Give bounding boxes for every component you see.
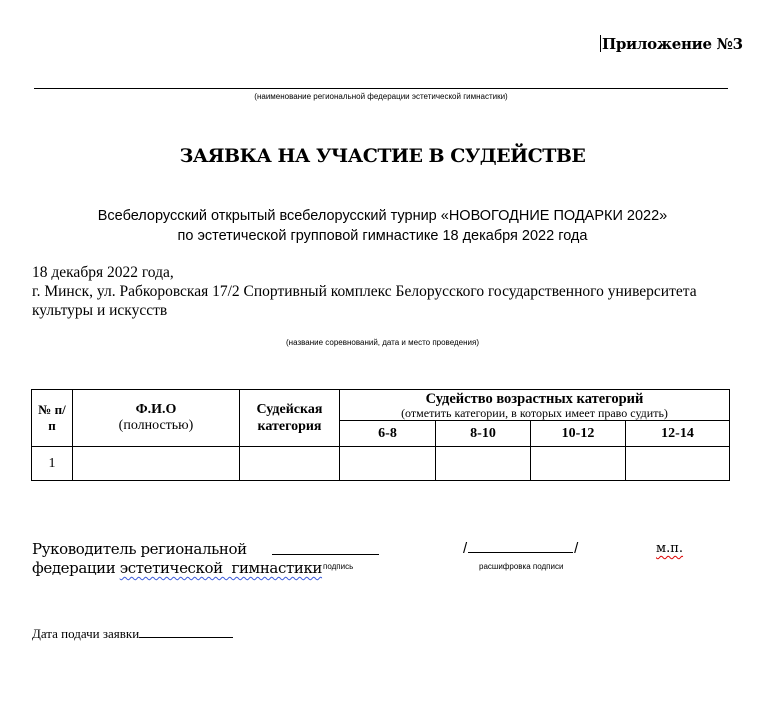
header-age-8-10: 8-10: [436, 421, 531, 447]
federation-caption: (наименование региональной федерации эстетической гимнастики): [254, 92, 508, 101]
header-age-10-12: 10-12: [531, 421, 626, 447]
event-name: [0, 206, 765, 246]
cell-name[interactable]: [73, 447, 240, 481]
signatory-role: Руководитель региональной федерации эстетической гимнастики: [32, 540, 323, 577]
federation-name-line[interactable]: [34, 88, 728, 89]
event-date: 18 декабря 2022 года,: [32, 264, 174, 281]
signature-decode-caption: расшифровка подписи: [479, 562, 564, 571]
appendix-label: Приложение №3: [602, 35, 743, 53]
signature-caption: подпись: [323, 562, 354, 571]
judges-table: [31, 389, 730, 481]
event-venue: г. Минск, ул. Рабкоровская 17/2 Спортивный комплекс Белорусского государственного университета культуры и искусств: [32, 283, 697, 319]
cell-num: 1: [32, 447, 73, 481]
document-title: ЗАЯВКА НА УЧАСТИЕ В СУДЕЙСТВЕ: [179, 145, 586, 167]
competition-caption: (название соревнований, дата и место проведения): [286, 338, 479, 347]
cell-age-6-8[interactable]: [340, 447, 436, 481]
cell-age-10-12[interactable]: [531, 447, 626, 481]
cell-category[interactable]: [240, 447, 340, 481]
grammar-flag: эстетической гимнастики: [119, 559, 323, 577]
header-category: Судейская категория: [240, 390, 340, 447]
signature-line[interactable]: [272, 554, 379, 555]
text-cursor: [600, 35, 601, 52]
header-num: № п/п: [32, 390, 73, 447]
header-age-group: Судейство возрастных категорий (отметить категории, в которых имеет право судить): [340, 390, 730, 421]
signature-decode-line[interactable]: / /: [463, 540, 579, 557]
table-row: [32, 447, 730, 481]
header-age-12-14: 12-14: [626, 421, 730, 447]
header-age-6-8: 6-8: [340, 421, 436, 447]
submission-date-line[interactable]: [139, 625, 233, 638]
cell-age-12-14[interactable]: [626, 447, 730, 481]
event-line-2: по эстетической групповой гимнастике 18 декабря 2022 года: [177, 228, 588, 244]
event-line-1: Всебелорусский открытый всебелорусский турнир «НОВОГОДНИЕ ПОДАРКИ 2022»: [97, 208, 668, 224]
submission-date: Дата подачи заявки: [32, 625, 233, 642]
header-name: Ф.И.О (полностью): [73, 390, 240, 447]
cell-age-8-10[interactable]: [436, 447, 531, 481]
event-details: [32, 263, 742, 320]
stamp-place: м.п.: [656, 541, 684, 556]
